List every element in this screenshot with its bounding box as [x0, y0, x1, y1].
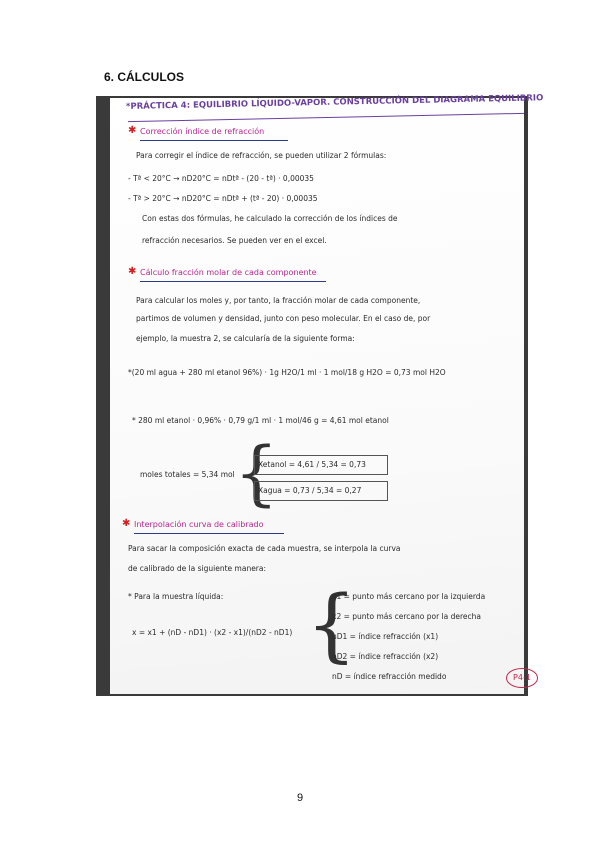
note-line: * Para la muestra líquida: [128, 592, 224, 601]
result-box [254, 455, 388, 475]
formula-line: - Tª > 20°C → nD20°C = nDtª + (tª - 20) · 0,00035 [128, 194, 318, 203]
page-stamp: P4-1 [506, 668, 538, 688]
section-title-molar-fraction: Cálculo fracción molar de cada componente [140, 268, 317, 277]
legend-line: nD1 = índice refracción (x1) [332, 632, 439, 641]
section-title-interpolation: Interpolación curva de calibrado [134, 520, 264, 529]
left-brace: { [234, 432, 279, 514]
title-underline [128, 113, 524, 122]
note-line: ejemplo, la muestra 2, se calcularía de la siguiente forma: [136, 334, 355, 343]
interpolation-formula: x = x1 + (nD - nD1) · (x2 - x1)/(nD2 - nD1) [132, 628, 293, 637]
note-line: Para corregir el índice de refracción, se pueden utilizar 2 fórmulas: [136, 151, 387, 160]
section-underline [134, 533, 284, 534]
page-number: 9 [296, 792, 304, 804]
formula-line: - Tª < 20°C → nD20°C = nDtª - (20 - tª) · 0,00035 [128, 174, 314, 183]
section-underline [140, 140, 288, 141]
handwritten-notes-photo [96, 93, 544, 696]
fraction-ethanol: Xetanol = 4,61 / 5,34 = 0,73 [258, 460, 366, 469]
note-line: Para sacar la composición exacta de cada muestra, se interpola la curva [128, 544, 401, 553]
notes-title: *PRÁCTICA 4: EQUILIBRIO LÍQUIDO-VAPOR. CONSTRUCCIÓN DEL DIAGRAMA EQUILIBRIO [125, 93, 544, 112]
right-brace: { [306, 578, 357, 671]
calculation-line: * 280 ml etanol · 0,96% · 0,79 g/1 ml · 1 mol/46 g = 4,61 mol etanol [132, 416, 389, 425]
bullet-icon: ✱ [122, 518, 131, 529]
calculation-line: *(20 ml agua + 280 ml etanol 96%) · 1g H2O/1 ml · 1 mol/18 g H2O = 0,73 mol H2O [128, 368, 446, 377]
note-line: Para calcular los moles y, por tanto, la fracción molar de cada componente, [136, 296, 421, 305]
section-title-refraction: Corrección índice de refracción [140, 127, 265, 136]
note-line: de calibrado de la siguiente manera: [128, 564, 267, 573]
legend-line: x2 = punto más cercano por la derecha [332, 612, 482, 621]
total-moles: moles totales = 5,34 mol [140, 470, 235, 479]
notebook-page [110, 93, 544, 694]
bullet-icon: ✱ [128, 125, 137, 136]
bullet-icon: ✱ [128, 266, 137, 277]
note-line: refracción necesarios. Se pueden ver en el excel. [142, 236, 327, 245]
section-heading: 6. CÁLCULOS [104, 70, 185, 84]
legend-line: x1 = punto más cercano por la izquierda [332, 592, 486, 601]
section-underline [140, 281, 326, 282]
fraction-water: Xagua = 0,73 / 5,34 = 0,27 [258, 486, 362, 495]
note-line: Con estas dos fórmulas, he calculado la corrección de los índices de [142, 214, 398, 223]
result-box [254, 481, 388, 501]
note-line: partimos de volumen y densidad, junto con peso molecular. En el caso de, por [136, 314, 431, 323]
legend-line: nD = índice refracción medido [332, 672, 447, 681]
legend-line: nD2 = índice refracción (x2) [332, 652, 439, 661]
